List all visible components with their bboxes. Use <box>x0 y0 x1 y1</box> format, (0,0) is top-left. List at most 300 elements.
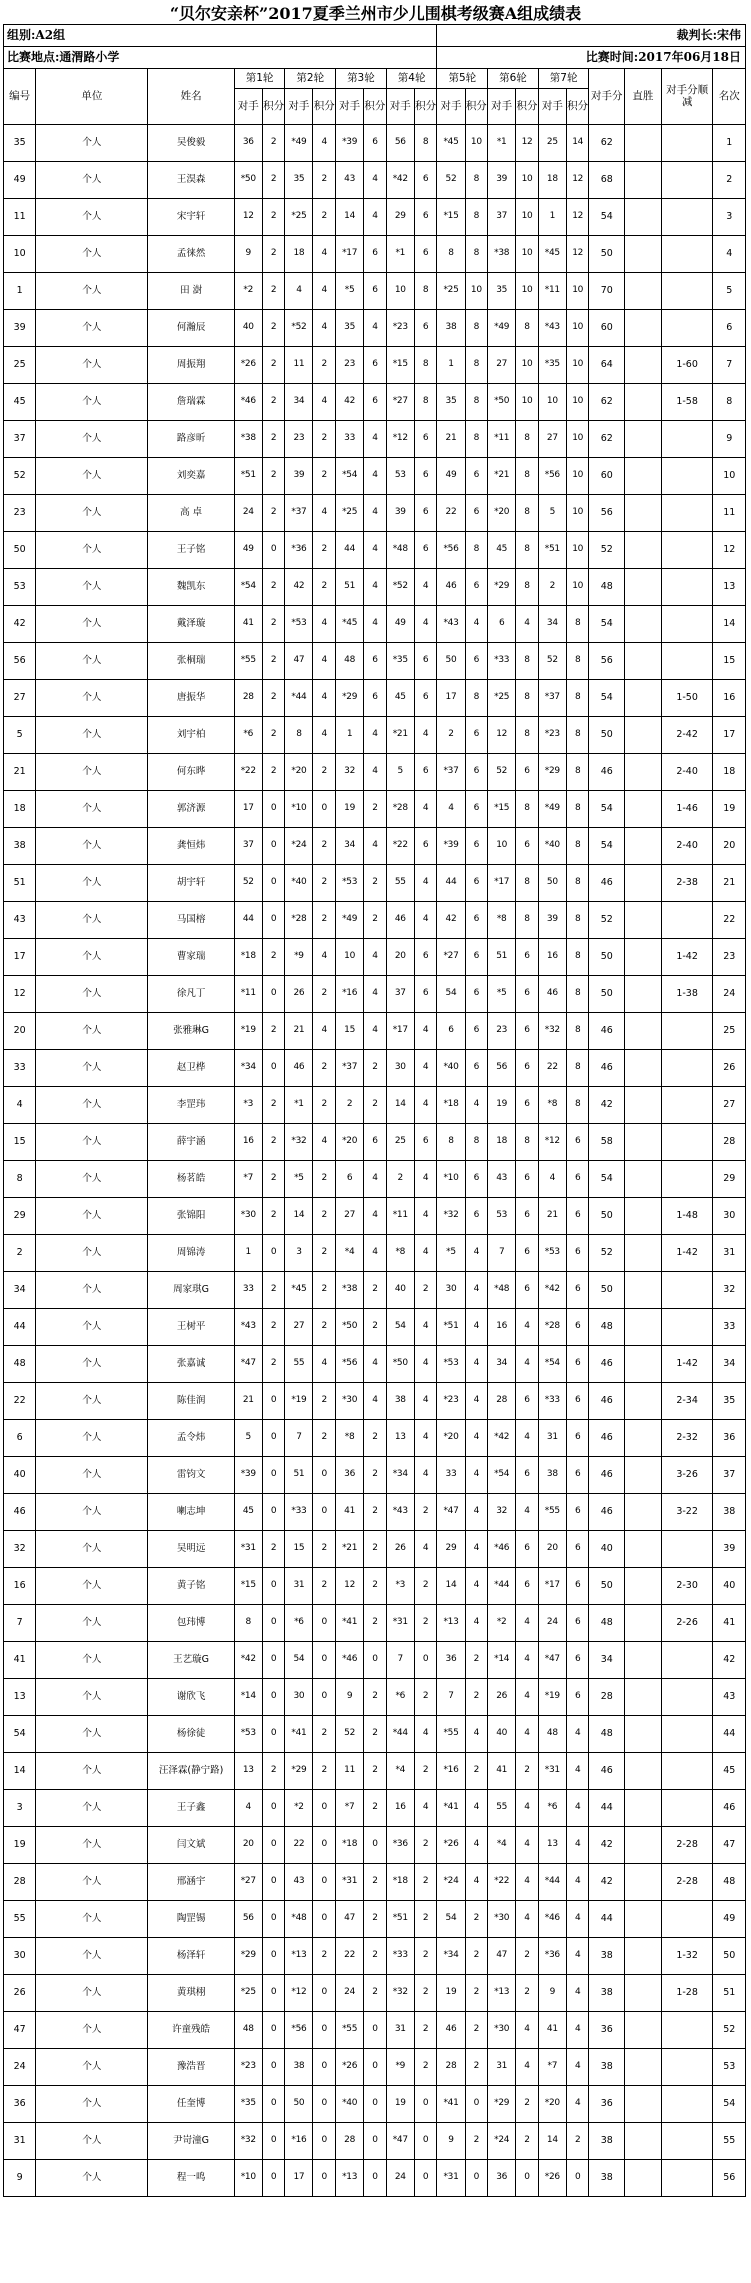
cell-pts-r6: 8 <box>516 791 539 828</box>
cell-unit: 个人 <box>36 1568 148 1605</box>
cell-rank: 48 <box>713 1864 746 1901</box>
cell-rank: 3 <box>713 199 746 236</box>
cell-opp-r7: *47 <box>538 1642 566 1679</box>
cell-opp-r6: 23 <box>488 1013 516 1050</box>
cell-unit: 个人 <box>36 1457 148 1494</box>
cell-unit: 个人 <box>36 1383 148 1420</box>
cell-direct <box>625 902 662 939</box>
cell-unit: 个人 <box>36 2123 148 2160</box>
cell-pts-r3: 2 <box>364 865 387 902</box>
cell-pts-r4: 4 <box>414 1790 437 1827</box>
header-opp-r2: 对手 <box>285 89 313 125</box>
cell-opp-r6: *13 <box>488 1975 516 2012</box>
cell-pts-r7: 8 <box>566 939 589 976</box>
cell-order <box>661 1309 713 1346</box>
cell-pts-r5: 6 <box>465 1013 488 1050</box>
cell-unit: 个人 <box>36 1938 148 1975</box>
cell-name: 黄琪栩 <box>148 1975 234 2012</box>
cell-pts-r5: 8 <box>465 680 488 717</box>
cell-pts-r3: 4 <box>364 421 387 458</box>
cell-pts-r1: 2 <box>262 1161 285 1198</box>
cell-opp-score: 46 <box>589 1050 625 1087</box>
cell-pts-r5: 6 <box>465 1161 488 1198</box>
cell-direct <box>625 828 662 865</box>
cell-opp-r6: *44 <box>488 1568 516 1605</box>
cell-unit: 个人 <box>36 569 148 606</box>
cell-unit: 个人 <box>36 1901 148 1938</box>
cell-opp-r7: 50 <box>538 865 566 902</box>
cell-opp-r3: *37 <box>336 1050 364 1087</box>
cell-unit: 个人 <box>36 1716 148 1753</box>
cell-opp-r1: *34 <box>234 1050 262 1087</box>
cell-name: 李罡玮 <box>148 1087 234 1124</box>
cell-name: 孟徕然 <box>148 236 234 273</box>
cell-rank: 19 <box>713 791 746 828</box>
cell-pts-r5: 8 <box>465 162 488 199</box>
table-row <box>4 2049 746 2086</box>
cell-opp-r6: 32 <box>488 1494 516 1531</box>
cell-opp-r5: *25 <box>437 273 465 310</box>
cell-pts-r1: 0 <box>262 2049 285 2086</box>
cell-rank: 46 <box>713 1790 746 1827</box>
cell-pts-r2: 2 <box>313 162 336 199</box>
table-row <box>4 717 746 754</box>
cell-pts-r6: 2 <box>516 1975 539 2012</box>
cell-pts-r7: 4 <box>566 1790 589 1827</box>
cell-name: 张雅琳G <box>148 1013 234 1050</box>
cell-opp-r1: *43 <box>234 1309 262 1346</box>
cell-pts-r1: 0 <box>262 2086 285 2123</box>
cell-pts-r6: 12 <box>516 125 539 162</box>
cell-pts-r6: 8 <box>516 310 539 347</box>
cell-opp-r5: *41 <box>437 2086 465 2123</box>
cell-opp-r6: 31 <box>488 2049 516 2086</box>
cell-opp-r2: *2 <box>285 1790 313 1827</box>
cell-opp-r1: 40 <box>234 310 262 347</box>
cell-opp-r5: *51 <box>437 1309 465 1346</box>
cell-opp-r6: *21 <box>488 458 516 495</box>
cell-rank: 16 <box>713 680 746 717</box>
cell-pts-r7: 10 <box>566 310 589 347</box>
cell-opp-r5: *41 <box>437 1790 465 1827</box>
cell-no: 29 <box>4 1198 36 1235</box>
cell-pts-r4: 2 <box>414 1568 437 1605</box>
cell-opp-r3: *18 <box>336 1827 364 1864</box>
cell-opp-r1: 48 <box>234 2012 262 2049</box>
header-pts-r7: 积分 <box>566 89 589 125</box>
cell-unit: 个人 <box>36 1605 148 1642</box>
cell-opp-r4: *42 <box>386 162 414 199</box>
cell-opp-score: 50 <box>589 236 625 273</box>
table-row <box>4 1420 746 1457</box>
header-round-4: 第4轮 <box>386 69 437 89</box>
cell-direct <box>625 754 662 791</box>
cell-opp-r4: *12 <box>386 421 414 458</box>
cell-opp-r5: 54 <box>437 976 465 1013</box>
cell-opp-r4: *11 <box>386 1198 414 1235</box>
cell-opp-score: 46 <box>589 1420 625 1457</box>
cell-opp-r7: *46 <box>538 1901 566 1938</box>
cell-opp-r6: *46 <box>488 1531 516 1568</box>
cell-opp-r2: *10 <box>285 791 313 828</box>
cell-pts-r3: 2 <box>364 1457 387 1494</box>
table-row <box>4 2012 746 2049</box>
cell-name: 戴泽璇 <box>148 606 234 643</box>
cell-pts-r1: 2 <box>262 1531 285 1568</box>
cell-opp-r2: 7 <box>285 1420 313 1457</box>
cell-pts-r2: 2 <box>313 1568 336 1605</box>
cell-opp-r6: 34 <box>488 1346 516 1383</box>
cell-pts-r4: 8 <box>414 347 437 384</box>
cell-name: 任奎博 <box>148 2086 234 2123</box>
cell-pts-r5: 8 <box>465 1124 488 1161</box>
cell-pts-r6: 4 <box>516 1494 539 1531</box>
cell-order <box>661 606 713 643</box>
cell-unit: 个人 <box>36 1642 148 1679</box>
cell-pts-r4: 2 <box>414 1494 437 1531</box>
cell-opp-r4: 46 <box>386 902 414 939</box>
cell-pts-r4: 2 <box>414 1679 437 1716</box>
cell-name: 豫浩晋 <box>148 2049 234 2086</box>
table-row <box>4 1272 746 1309</box>
cell-order <box>661 495 713 532</box>
cell-opp-r1: 37 <box>234 828 262 865</box>
cell-no: 15 <box>4 1124 36 1161</box>
cell-unit: 个人 <box>36 1975 148 2012</box>
cell-opp-r2: 23 <box>285 421 313 458</box>
table-row <box>4 236 746 273</box>
cell-unit: 个人 <box>36 1790 148 1827</box>
cell-opp-r7: *12 <box>538 1124 566 1161</box>
cell-pts-r4: 4 <box>414 1420 437 1457</box>
cell-opp-score: 62 <box>589 384 625 421</box>
header-opp-r4: 对手 <box>386 89 414 125</box>
cell-pts-r1: 2 <box>262 1272 285 1309</box>
cell-opp-r3: 14 <box>336 199 364 236</box>
cell-pts-r4: 2 <box>414 2049 437 2086</box>
cell-opp-r4: 10 <box>386 273 414 310</box>
cell-pts-r2: 2 <box>313 1938 336 1975</box>
cell-direct <box>625 236 662 273</box>
cell-direct <box>625 791 662 828</box>
cell-unit: 个人 <box>36 754 148 791</box>
cell-order <box>661 2123 713 2160</box>
cell-pts-r7: 6 <box>566 1605 589 1642</box>
cell-name: 何东晔 <box>148 754 234 791</box>
cell-order <box>661 1753 713 1790</box>
cell-no: 7 <box>4 1605 36 1642</box>
cell-pts-r4: 0 <box>414 2123 437 2160</box>
cell-opp-r2: *6 <box>285 1605 313 1642</box>
cell-opp-score: 52 <box>589 532 625 569</box>
cell-no: 4 <box>4 1087 36 1124</box>
cell-pts-r3: 2 <box>364 1753 387 1790</box>
cell-direct <box>625 643 662 680</box>
cell-opp-r2: *33 <box>285 1494 313 1531</box>
cell-opp-r1: 20 <box>234 1827 262 1864</box>
cell-pts-r1: 0 <box>262 1457 285 1494</box>
cell-opp-r6: *48 <box>488 1272 516 1309</box>
cell-order <box>661 1013 713 1050</box>
cell-opp-r1: *23 <box>234 2049 262 2086</box>
table-row <box>4 1309 746 1346</box>
cell-pts-r5: 6 <box>465 1050 488 1087</box>
cell-opp-r4: *23 <box>386 310 414 347</box>
cell-pts-r4: 6 <box>414 495 437 532</box>
cell-opp-r3: *54 <box>336 458 364 495</box>
cell-opp-r1: 49 <box>234 532 262 569</box>
cell-name: 陶罡锡 <box>148 1901 234 1938</box>
cell-opp-r3: 11 <box>336 1753 364 1790</box>
cell-opp-r1: 33 <box>234 1272 262 1309</box>
cell-opp-r1: *42 <box>234 1642 262 1679</box>
cell-order: 1-42 <box>661 1235 713 1272</box>
cell-rank: 28 <box>713 1124 746 1161</box>
cell-opp-r4: 26 <box>386 1531 414 1568</box>
cell-direct <box>625 1531 662 1568</box>
cell-unit: 个人 <box>36 532 148 569</box>
cell-pts-r4: 4 <box>414 1531 437 1568</box>
cell-pts-r3: 4 <box>364 532 387 569</box>
cell-unit: 个人 <box>36 310 148 347</box>
cell-opp-r4: *35 <box>386 643 414 680</box>
cell-opp-r7: 24 <box>538 1605 566 1642</box>
cell-order: 1-48 <box>661 1198 713 1235</box>
header-pts-r4: 积分 <box>414 89 437 125</box>
header-name: 姓名 <box>148 69 234 125</box>
cell-opp-r4: 38 <box>386 1383 414 1420</box>
cell-opp-r5: 30 <box>437 1272 465 1309</box>
cell-pts-r7: 8 <box>566 1050 589 1087</box>
cell-opp-r1: *15 <box>234 1568 262 1605</box>
cell-opp-r4: 5 <box>386 754 414 791</box>
cell-pts-r6: 0 <box>516 2160 539 2197</box>
cell-opp-r6: 37 <box>488 199 516 236</box>
table-row <box>4 1383 746 1420</box>
cell-unit: 个人 <box>36 1050 148 1087</box>
cell-pts-r6: 10 <box>516 273 539 310</box>
cell-unit: 个人 <box>36 1420 148 1457</box>
cell-order: 1-38 <box>661 976 713 1013</box>
cell-pts-r2: 2 <box>313 1272 336 1309</box>
cell-opp-r5: *53 <box>437 1346 465 1383</box>
cell-opp-score: 28 <box>589 1679 625 1716</box>
cell-opp-r6: *2 <box>488 1605 516 1642</box>
cell-pts-r6: 8 <box>516 495 539 532</box>
cell-direct <box>625 1827 662 1864</box>
cell-name: 邢涵宇 <box>148 1864 234 1901</box>
cell-opp-r5: 7 <box>437 1679 465 1716</box>
table-row <box>4 1605 746 1642</box>
cell-rank: 34 <box>713 1346 746 1383</box>
cell-rank: 25 <box>713 1013 746 1050</box>
cell-pts-r5: 4 <box>465 1346 488 1383</box>
cell-unit: 个人 <box>36 1013 148 1050</box>
cell-opp-r1: *53 <box>234 1716 262 1753</box>
cell-opp-r7: *29 <box>538 754 566 791</box>
cell-pts-r7: 4 <box>566 1753 589 1790</box>
cell-order <box>661 1272 713 1309</box>
cell-pts-r1: 2 <box>262 458 285 495</box>
cell-pts-r7: 8 <box>566 606 589 643</box>
cell-direct <box>625 1679 662 1716</box>
cell-opp-r5: 29 <box>437 1531 465 1568</box>
cell-opp-r7: 10 <box>538 384 566 421</box>
cell-pts-r7: 10 <box>566 532 589 569</box>
cell-direct <box>625 125 662 162</box>
cell-pts-r5: 4 <box>465 1568 488 1605</box>
cell-no: 52 <box>4 458 36 495</box>
cell-opp-r7: *33 <box>538 1383 566 1420</box>
cell-opp-r7: 14 <box>538 2123 566 2160</box>
cell-no: 6 <box>4 1420 36 1457</box>
cell-opp-r3: 47 <box>336 1901 364 1938</box>
cell-opp-r3: 34 <box>336 828 364 865</box>
cell-pts-r6: 8 <box>516 717 539 754</box>
cell-opp-r3: *31 <box>336 1864 364 1901</box>
cell-opp-r6: 41 <box>488 1753 516 1790</box>
cell-rank: 4 <box>713 236 746 273</box>
cell-pts-r1: 2 <box>262 680 285 717</box>
cell-opp-r6: *29 <box>488 2086 516 2123</box>
cell-opp-score: 34 <box>589 1642 625 1679</box>
cell-opp-r2: 3 <box>285 1235 313 1272</box>
cell-rank: 41 <box>713 1605 746 1642</box>
cell-name: 马国榕 <box>148 902 234 939</box>
cell-order <box>661 1716 713 1753</box>
cell-no: 43 <box>4 902 36 939</box>
cell-opp-r6: *5 <box>488 976 516 1013</box>
cell-order <box>661 2049 713 2086</box>
cell-pts-r5: 6 <box>465 902 488 939</box>
cell-opp-r4: *32 <box>386 1975 414 2012</box>
table-row <box>4 902 746 939</box>
cell-name: 闫文斌 <box>148 1827 234 1864</box>
cell-order <box>661 421 713 458</box>
cell-pts-r6: 2 <box>516 2123 539 2160</box>
cell-opp-score: 54 <box>589 791 625 828</box>
cell-rank: 45 <box>713 1753 746 1790</box>
cell-opp-r4: 2 <box>386 1161 414 1198</box>
cell-pts-r5: 2 <box>465 1901 488 1938</box>
cell-pts-r1: 0 <box>262 1975 285 2012</box>
cell-pts-r3: 2 <box>364 1050 387 1087</box>
cell-name: 吴俊毅 <box>148 125 234 162</box>
cell-unit: 个人 <box>36 1346 148 1383</box>
cell-pts-r5: 2 <box>465 1975 488 2012</box>
cell-pts-r2: 0 <box>313 1457 336 1494</box>
cell-opp-r4: *52 <box>386 569 414 606</box>
cell-direct <box>625 273 662 310</box>
cell-pts-r1: 0 <box>262 1864 285 1901</box>
cell-pts-r3: 2 <box>364 1605 387 1642</box>
cell-pts-r3: 4 <box>364 754 387 791</box>
cell-opp-r3: 32 <box>336 754 364 791</box>
cell-order <box>661 569 713 606</box>
cell-unit: 个人 <box>36 976 148 1013</box>
cell-opp-r6: *42 <box>488 1420 516 1457</box>
cell-pts-r7: 6 <box>566 1531 589 1568</box>
cell-opp-r7: 22 <box>538 1050 566 1087</box>
cell-order: 2-30 <box>661 1568 713 1605</box>
table-row <box>4 162 746 199</box>
cell-pts-r2: 4 <box>313 717 336 754</box>
cell-pts-r5: 6 <box>465 717 488 754</box>
cell-no: 21 <box>4 754 36 791</box>
cell-pts-r5: 4 <box>465 1716 488 1753</box>
cell-unit: 个人 <box>36 458 148 495</box>
cell-pts-r3: 2 <box>364 1420 387 1457</box>
cell-direct <box>625 976 662 1013</box>
cell-opp-r1: 4 <box>234 1790 262 1827</box>
cell-opp-r5: 52 <box>437 162 465 199</box>
cell-opp-r5: 33 <box>437 1457 465 1494</box>
cell-opp-r1: *35 <box>234 2086 262 2123</box>
cell-opp-r2: 51 <box>285 1457 313 1494</box>
cell-opp-r7: 2 <box>538 569 566 606</box>
cell-opp-r6: 7 <box>488 1235 516 1272</box>
cell-pts-r5: 2 <box>465 2123 488 2160</box>
cell-unit: 个人 <box>36 1679 148 1716</box>
table-row <box>4 1050 746 1087</box>
cell-pts-r7: 2 <box>566 2123 589 2160</box>
table-row <box>4 939 746 976</box>
cell-pts-r3: 4 <box>364 199 387 236</box>
date-label: 比赛时间:2017年06月18日 <box>437 47 746 69</box>
cell-opp-r4: *36 <box>386 1827 414 1864</box>
cell-pts-r1: 2 <box>262 1198 285 1235</box>
table-row <box>4 569 746 606</box>
cell-opp-r2: 38 <box>285 2049 313 2086</box>
cell-opp-r3: 42 <box>336 384 364 421</box>
cell-pts-r7: 4 <box>566 1975 589 2012</box>
cell-opp-score: 42 <box>589 1864 625 1901</box>
cell-pts-r3: 4 <box>364 1198 387 1235</box>
cell-rank: 9 <box>713 421 746 458</box>
cell-rank: 11 <box>713 495 746 532</box>
cell-pts-r3: 4 <box>364 976 387 1013</box>
cell-opp-r2: *37 <box>285 495 313 532</box>
cell-pts-r7: 10 <box>566 384 589 421</box>
cell-pts-r2: 2 <box>313 1716 336 1753</box>
cell-opp-r2: *16 <box>285 2123 313 2160</box>
cell-opp-r5: *10 <box>437 1161 465 1198</box>
cell-rank: 53 <box>713 2049 746 2086</box>
cell-opp-r5: *16 <box>437 1753 465 1790</box>
cell-opp-r4: *51 <box>386 1901 414 1938</box>
header-round-2: 第2轮 <box>285 69 336 89</box>
cell-rank: 29 <box>713 1161 746 1198</box>
cell-direct <box>625 2086 662 2123</box>
cell-opp-score: 54 <box>589 199 625 236</box>
cell-name: 刘奕嘉 <box>148 458 234 495</box>
cell-pts-r6: 6 <box>516 1013 539 1050</box>
table-row <box>4 865 746 902</box>
cell-opp-r4: *21 <box>386 717 414 754</box>
cell-pts-r5: 4 <box>465 1531 488 1568</box>
cell-opp-r5: 1 <box>437 347 465 384</box>
cell-opp-score: 48 <box>589 1716 625 1753</box>
cell-rank: 39 <box>713 1531 746 1568</box>
cell-opp-r3: 22 <box>336 1938 364 1975</box>
cell-rank: 31 <box>713 1235 746 1272</box>
cell-opp-r4: *50 <box>386 1346 414 1383</box>
cell-pts-r7: 4 <box>566 1716 589 1753</box>
cell-pts-r2: 0 <box>313 1642 336 1679</box>
cell-order: 1-46 <box>661 791 713 828</box>
table-row <box>4 1716 746 1753</box>
cell-opp-r2: *24 <box>285 828 313 865</box>
